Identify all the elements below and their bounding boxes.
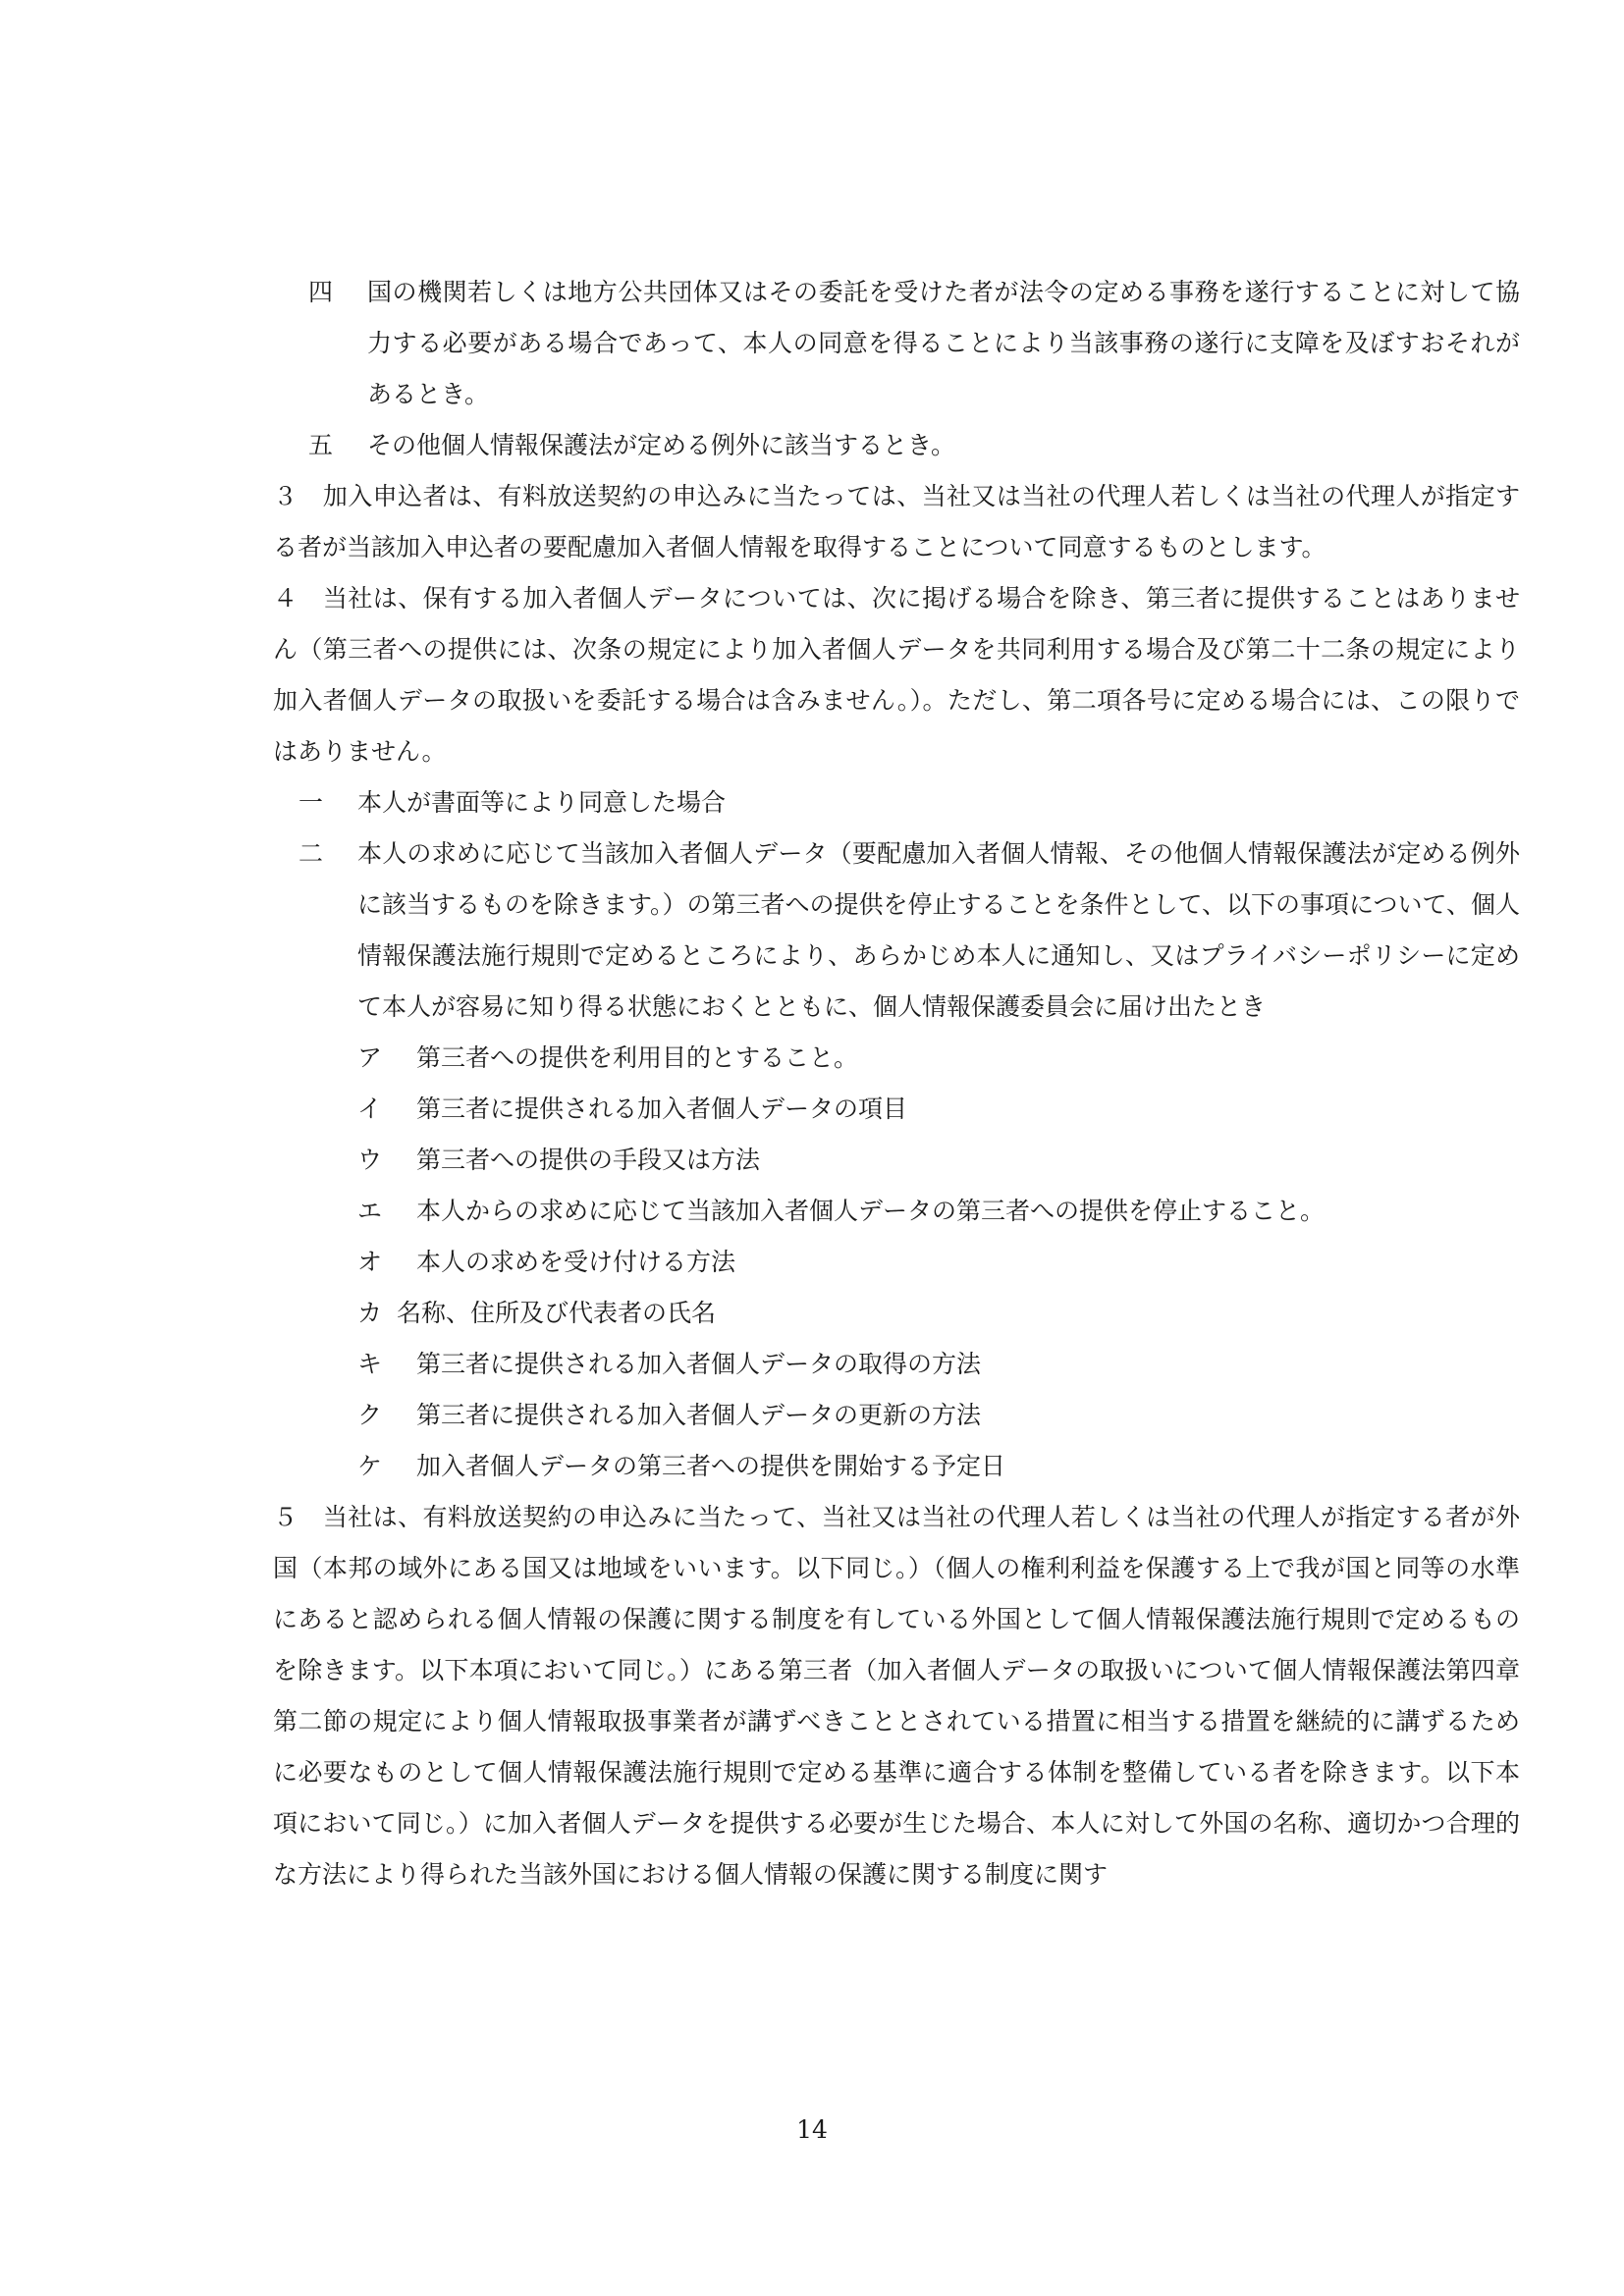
- item-text: 国の機関若しくは地方公共団体又はその委託を受けた者が法令の定める事務を遂行することに対して協力する必要がある場合であって、本人の同意を得ることにより当該事務の遂行に支障を及ぼすおそれがあるとき。: [367, 278, 1520, 408]
- paragraph-3: ３ 加入申込者は、有料放送契約の申込みに当たっては、当社又は当社の代理人若しくは当社の代理人が指定する者が当該加入申込者の要配慮加入者個人情報を取得することについて同意するものとします。: [273, 482, 1520, 561]
- sub-item-text: 名称、住所及び代表者の氏名: [397, 1299, 717, 1327]
- sub-item-i: [273, 1084, 1520, 1135]
- sub-item-text: 第三者に提供される加入者個人データの更新の方法: [416, 1401, 982, 1429]
- sub-item-label: ケ: [357, 1452, 383, 1480]
- list-item-5: [273, 420, 1520, 471]
- sub-item-text: 第三者に提供される加入者個人データの取得の方法: [416, 1350, 982, 1378]
- sub-item-text: 第三者への提供を利用目的とすること。: [416, 1043, 859, 1072]
- sub-item-ke: [273, 1441, 1520, 1492]
- item-text: 本人の求めに応じて当該加入者個人データ（要配慮加入者個人情報、その他個人情報保護法が定める例外に該当するものを除きます。）の第三者への提供を停止することを条件として、以下の事項について、個人情報保護法施行規則で定めるところにより、あらかじめ本人に通知し、又はプライバシーポリシーに定めて本人が容易に知り得る状態におくとともに、個人情報保護委員会に届け出たとき: [357, 839, 1521, 1021]
- list-item-4: [273, 267, 1520, 420]
- item-number: 五: [308, 431, 334, 459]
- sub-item-text: 加入者個人データの第三者への提供を開始する予定日: [416, 1452, 1006, 1480]
- paragraph-4: ４ 当社は、保有する加入者個人データについては、次に掲げる場合を除き、第三者に提供することはありません（第三者への提供には、次条の規定により加入者個人データを共同利用する場合及び第二十二条の規定により加入者個人データの取扱いを委託する場合は含みません。）。ただし、第二項各号に定める場合には、この限りではありません。: [273, 584, 1520, 766]
- sub-item-o: [273, 1237, 1520, 1288]
- paragraph-5: ５ 当社は、有料放送契約の申込みに当たって、当社又は当社の代理人若しくは当社の代理人が指定する者が外国（本邦の域外にある国又は地域をいいます。以下同じ。）（個人の権利利益を保護する上で我が国と同等の水準にあると認められる個人情報の保護に関する制度を有している外国として個人情報保護法施行規則で定めるものを除きます。以下本項において同じ。）にある第三者（加入者個人データの取扱いについて個人情報保護法第四章第二節の規定により個人情報取扱事業者が講ずべきこととされている措置に相当する措置を継続的に講ずるために必要なものとして個人情報保護法施行規則で定める基準に適合する体制を整備している者を除きます。以下本項において同じ。）に加入者個人データを提供する必要が生じた場合、本人に対して外国の名称、適切かつ合理的な方法により得られた当該外国における個人情報の保護に関する制度に関す: [273, 1503, 1520, 1889]
- item-text: 本人が書面等により同意した場合: [357, 788, 727, 817]
- sub-item-u: [273, 1135, 1520, 1186]
- page-number: 14: [796, 2115, 828, 2144]
- item-number: 二: [298, 839, 324, 868]
- sub-item-text: 第三者への提供の手段又は方法: [416, 1146, 761, 1174]
- item-number: 四: [308, 278, 334, 306]
- document-body: [273, 267, 1520, 1900]
- sub-item-label: カ: [357, 1299, 383, 1327]
- sub-item-text: 本人からの求めに応じて当該加入者個人データの第三者への提供を停止すること。: [416, 1197, 1326, 1225]
- sub-item-a: [273, 1033, 1520, 1084]
- sub-item-label: キ: [357, 1350, 383, 1378]
- sub-item-label: ク: [357, 1401, 383, 1429]
- item-number: 一: [298, 788, 324, 817]
- sub-item-label: エ: [357, 1197, 383, 1225]
- sub-item-ku: [273, 1390, 1520, 1441]
- sub-item-text: 本人の求めを受け付ける方法: [416, 1248, 736, 1276]
- item-text: その他個人情報保護法が定める例外に該当するとき。: [367, 431, 956, 459]
- sub-item-text: 第三者に提供される加入者個人データの項目: [416, 1095, 908, 1123]
- list-item-1: [273, 777, 1520, 828]
- sub-item-label: ア: [357, 1043, 383, 1072]
- sub-item-label: ウ: [357, 1146, 383, 1174]
- sub-item-e: [273, 1186, 1520, 1237]
- sub-item-ka: [273, 1288, 1520, 1339]
- sub-item-label: イ: [357, 1095, 383, 1123]
- sub-item-label: オ: [357, 1248, 383, 1276]
- list-item-2: [273, 828, 1520, 1033]
- sub-item-ki: [273, 1339, 1520, 1390]
